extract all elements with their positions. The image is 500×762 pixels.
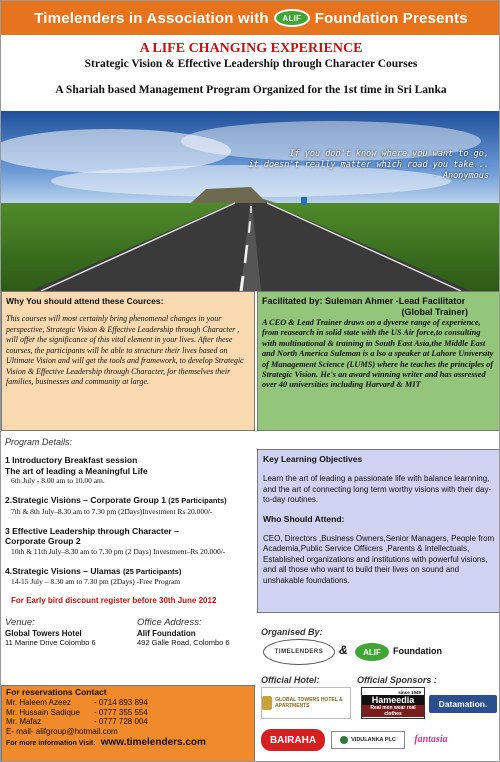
website-link[interactable]: www.timelenders.com [100, 736, 206, 748]
quote-line-1: If you don't know where you want to go, [289, 149, 489, 159]
program-item-detail: 7th & 8th July–8.30 am to 7.30 pm (2Days)Investment Rs 20.000/- [11, 506, 213, 516]
vidulanka-text: VIDULANKA PLC [351, 737, 396, 743]
participants-tag: (25 Participants) [122, 566, 182, 576]
alif-logo: ALIF [274, 9, 310, 27]
objectives-title: Key Learning Objectives [263, 454, 363, 464]
early-bird-note: For Early bird discount register before 30th June 2012 [11, 596, 217, 605]
contact-phone[interactable]: - 0714 893 894 [94, 697, 148, 707]
program-item-title [5, 566, 251, 578]
subtitle: Strategic Vision & Effective Leadership through Character Courses [84, 58, 418, 70]
vidulanka-logo [331, 731, 405, 749]
contact-row [6, 717, 250, 727]
venue-section [1, 615, 255, 685]
organisers-section [257, 615, 500, 762]
alif-foundation-logo: ALIF [355, 643, 389, 661]
venue-block [5, 617, 96, 647]
venue-label: Venue: [5, 617, 35, 628]
fantasia-logo: fantasia [414, 733, 448, 745]
program-item-title-text: 4.Strategic Visions – Ulamas [5, 565, 121, 576]
why-attend-body: This courses will most certainly bring phenomenal changes in your perspective, Strategic Vision & Effective Leadership through Character , will offer the significance of this vital element in your lives. After these courses, the participants will be able to structure their lives based on Ultimate Vision and will get the tools and framework, to develop Strategic Vision & Effective Leadership through Character, for themselves their families, businesses and community at large. [6, 314, 244, 386]
main-title: A LIFE CHANGING EXPERIENCE [139, 41, 363, 56]
header-bar [1, 1, 500, 35]
ampersand: & [339, 643, 348, 657]
contact-name: Mr. Mafaz [6, 717, 42, 727]
program-item-detail: 6th July - 8.00 am to 10.00 am. [11, 476, 105, 485]
program-details [1, 433, 255, 613]
contact-name: Mr. Haleem Azeez [6, 697, 71, 707]
objectives-box [257, 449, 500, 613]
contact-phone[interactable]: - 0777 728 004 [94, 717, 148, 727]
website-line [6, 738, 250, 749]
venue-name: Global Towers Hotel [5, 629, 82, 638]
hameedia-tagline: Real men wear real clothes [362, 705, 424, 717]
hameedia-name: Hameedia [362, 695, 424, 705]
program-item [5, 455, 251, 486]
why-attend-title: Why You should attend these Cources: [6, 296, 164, 306]
contact-row [6, 698, 250, 708]
program-item-detail: 10th & 11th July–8.30 am to 7.30 pm (2 Days) Investment–Rs 20.000/- [11, 546, 226, 556]
hameedia-logo [361, 687, 425, 719]
facilitator-title: Facilitated by: Suleman Ahmer -Lead Facilitator [262, 296, 466, 306]
contact-row [6, 708, 250, 718]
sponsors-label: Official Sponsors : [357, 675, 437, 685]
title-block [1, 41, 500, 96]
office-block [137, 617, 230, 647]
hotel-logo [261, 687, 351, 719]
program-item-title-text: 2.Strategic Visions – Corporate Group 1 [5, 495, 166, 505]
objectives-body: Learn the art of leading a passionate life with balance learnning, and the art of connecting long term worthy visions with their day-to-day routines. [263, 474, 492, 504]
timelenders-logo: TIMELENDERS [263, 639, 335, 665]
program-title: Program Details: [5, 437, 73, 447]
road-photo [1, 111, 500, 291]
quote-author: - Anonymous [432, 171, 489, 181]
participants-tag: (25 Participants) [168, 496, 227, 505]
program-item-subtitle: Corporate Group 2 [5, 536, 81, 546]
who-attend-title: Who Should Attend: [263, 513, 345, 524]
bairaha-logo: BAIRAHA [261, 729, 325, 751]
who-attend-body: CEO, Directors ,Business Owners,Senior Managers, People from Academia,Public Service Offiicers ,Parents & Intellectuals, Established organizations and institutions with powerful visions, and all those who want to build their lives on sound and unshakable foundations. [263, 533, 495, 585]
program-item-subtitle: The art of leading a Meaningful Life [5, 465, 148, 476]
contact-title: For reservations Contact [6, 687, 107, 697]
facilitator-box [257, 291, 500, 431]
program-item-detail: 14-15 July – 8.30 am to 7.30 pm (2Days) -Free Program [11, 577, 181, 586]
program-item-title: 3 Effective Leadership through Character – [5, 525, 179, 536]
office-address: 492 Galle Road, Colombo 6 [137, 638, 230, 647]
program-item [5, 566, 251, 588]
program-tagline: A Shariah based Management Program Organized for the 1st time in Sri Lanka [55, 84, 447, 96]
facilitator-role: (Global Trainer) [401, 307, 468, 317]
program-item [5, 526, 251, 557]
hotel-label: Official Hotel: [261, 675, 320, 685]
office-name: Alif Foundation [137, 629, 196, 638]
contact-phone[interactable]: - 0777 355 554 [94, 707, 148, 717]
header-left-text: Timelenders in Association with [34, 9, 269, 27]
hameedia-since: since 1949 [398, 689, 421, 695]
datamation-logo: Datamation. [429, 695, 497, 713]
vidulanka-icon [340, 736, 348, 744]
facilitator-body: A CEO & Lead Trainer draws on a dyverse range of experience, from reasearch in solid state with the US Air force,to consulting with multinational & training in South East Asia,the Middle East and North America Suleman is a lso a speaker at Lahore University of Management Science (LUMS) where he teaches the principles of Strategic Vision. He's an award winning writer and has assressed over 40 universities including Harvard & MIT [262, 318, 494, 390]
program-item [5, 495, 251, 517]
header-right-text: Foundation Presents [314, 9, 468, 27]
hotel-logo-text: GLOBAL TOWERS HOTEL & APARTMENTS [275, 697, 343, 709]
quote-line-2: it doesn't really matter which road you take... [248, 160, 489, 170]
organised-label: Organised By: [261, 627, 323, 637]
building-icon [262, 696, 272, 710]
venue-address: 11 Marine Drive Colombo 6 [5, 638, 96, 647]
office-label: Office Address: [137, 617, 202, 628]
contact-name: Mr. Hussain Sadique [6, 707, 80, 717]
quote [229, 149, 489, 182]
contact-email[interactable]: E- mail- alifgroup@hotmail.com [6, 727, 118, 737]
contact-box [1, 685, 255, 762]
why-attend-box [1, 291, 255, 431]
foundation-text: Foundation [393, 646, 442, 656]
visit-label: For more information Visit: [6, 739, 96, 747]
program-item-title [5, 495, 251, 507]
program-item-title: 1 Introductory Breakfast session [5, 455, 138, 465]
